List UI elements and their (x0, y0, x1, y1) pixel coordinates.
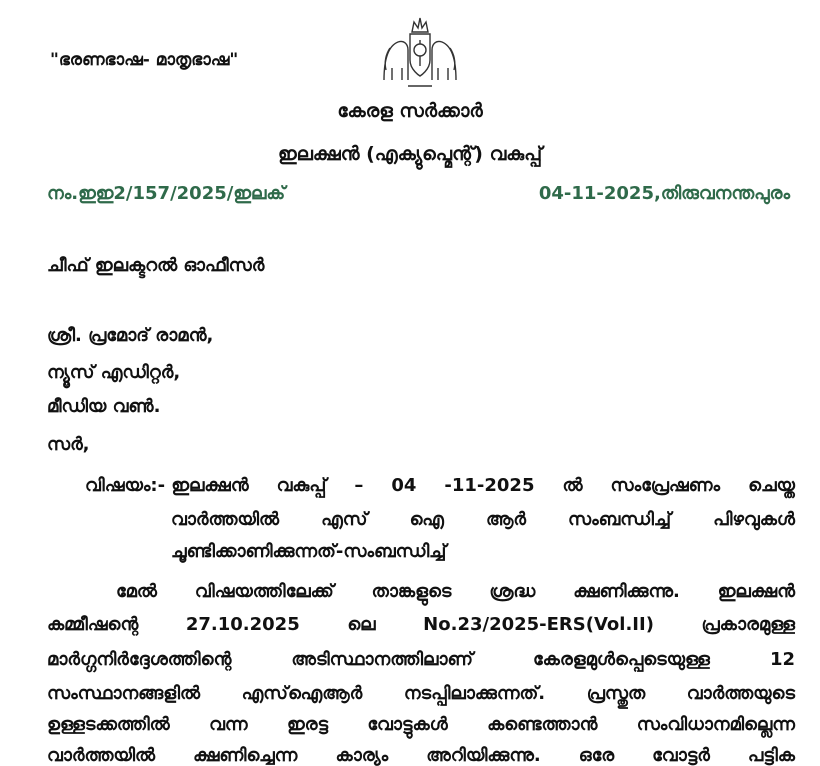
body-word: വോട്ടുകൾ (367, 714, 448, 735)
subject-line-3: ചൂണ്ടിക്കാണിക്കുന്നത്-സംബന്ധിച്ച് (171, 541, 447, 562)
subject-line-1 (85, 475, 795, 496)
sender: ചീഫ് ഇലക്ടറൽ ഓഫീസർ (47, 255, 265, 276)
body-word: ലെ (347, 614, 376, 635)
recipient-designation: ന്യൂസ് എഡിറ്റർ, (47, 362, 181, 383)
subject-word: – (354, 475, 364, 496)
salutation: സർ, (47, 434, 90, 455)
body-word: വാർത്തയുടെ (686, 683, 795, 704)
body-word: എസ്ഐആർ (241, 683, 363, 704)
recipient-name: ശ്രീ. പ്രമോദ് രാമൻ, (47, 325, 214, 346)
subject-word: വാർത്തയിൽ (171, 509, 280, 530)
body-word: അടിസ്ഥാനത്തിലാണ് (291, 649, 473, 670)
subject-word: പിഴവുകൾ (713, 509, 795, 530)
body-word: കേരളമുൾപ്പെടെയുള്ള (533, 649, 710, 670)
body-word: സംസ്ഥാനങ്ങളിൽ (47, 683, 201, 704)
body-line-4 (47, 683, 795, 704)
body-word: താങ്കളുടെ (371, 581, 452, 602)
body-word: ഇലക്ഷൻ (717, 581, 795, 602)
body-word: ഉള്ളടക്കത്തിൽ (47, 714, 170, 735)
body-word: ക്ഷണിക്കുന്നു. (573, 581, 680, 602)
body-word: ഇരട്ട (286, 714, 329, 735)
body-word: No.23/2025-ERS(Vol.II) (423, 614, 654, 635)
subject-word: ചെയ്ത (748, 475, 795, 496)
subject-word: 04 (391, 475, 417, 496)
body-word: 27.10.2025 (185, 614, 300, 635)
body-word: വിഷയത്തിലേക്ക് (194, 581, 334, 602)
body-word: 12 (769, 649, 795, 670)
subject-word: എസ് (321, 509, 368, 530)
subject-word: ആർ (485, 509, 526, 530)
body-line-5 (47, 714, 795, 735)
subject-word: ഐ (409, 509, 444, 530)
subject-line-2 (171, 509, 795, 530)
body-line-6 (47, 745, 795, 766)
body-word: കണ്ടെത്താൻ (487, 714, 598, 735)
body-line-2 (47, 614, 795, 635)
body-word: മാർഗ്ഗനിർദ്ദേശത്തിന്റെ (47, 649, 232, 670)
body-word: പ്രകാരമുള്ള (701, 614, 795, 635)
body-word: വോട്ടർ (652, 745, 710, 766)
reference-number: നം.ഇഇ2/157/2025/ഇലക് (47, 183, 286, 204)
government-heading: കേരള സർക്കാർ (337, 100, 483, 122)
body-line-3 (47, 649, 795, 670)
recipient-organisation: മീഡിയ വൺ. (47, 396, 161, 417)
body-word: ശ്രദ്ധ (489, 581, 536, 602)
body-word: വാർത്തയിൽ (47, 745, 156, 766)
date-place: 04-11-2025,തിരുവനന്തപുരം (538, 183, 790, 204)
subject-word: വകുപ്പ് (276, 475, 327, 496)
subject-word: സംപ്രേഷണം (610, 475, 721, 496)
body-word: ക്ഷണിച്ചെന്ന (193, 745, 298, 766)
body-word: ഒരേ (578, 745, 615, 766)
subject-word: വിഷയം:- ഇലക്ഷൻ (85, 475, 249, 496)
body-word: സംവിധാനമില്ലെന്ന (636, 714, 795, 735)
body-word: പട്ടിക (747, 745, 795, 766)
body-word: അറിയിക്കുന്നു. (426, 745, 541, 766)
body-word: കാര്യം (335, 745, 389, 766)
body-word: കമ്മീഷന്റെ (47, 614, 139, 635)
subject-word: സംബന്ധിച്ച് (568, 509, 671, 530)
body-word: പ്രസ്തുത (586, 683, 646, 704)
subject-word: -11-2025 (444, 475, 535, 496)
kerala-emblem-icon (378, 10, 462, 94)
department-heading: ഇലക്ഷൻ (എക്യുപ്മെന്റ്) വകുപ്പ് (277, 143, 543, 165)
body-line-1 (116, 581, 795, 602)
motto-text: "ഭരണഭാഷ- മാതൃഭാഷ" (50, 50, 239, 70)
subject-word: ൽ (562, 475, 583, 496)
body-word: നടപ്പിലാക്കുന്നത്. (403, 683, 546, 704)
body-word: മേൽ (116, 581, 157, 602)
body-word: വന്ന (209, 714, 248, 735)
